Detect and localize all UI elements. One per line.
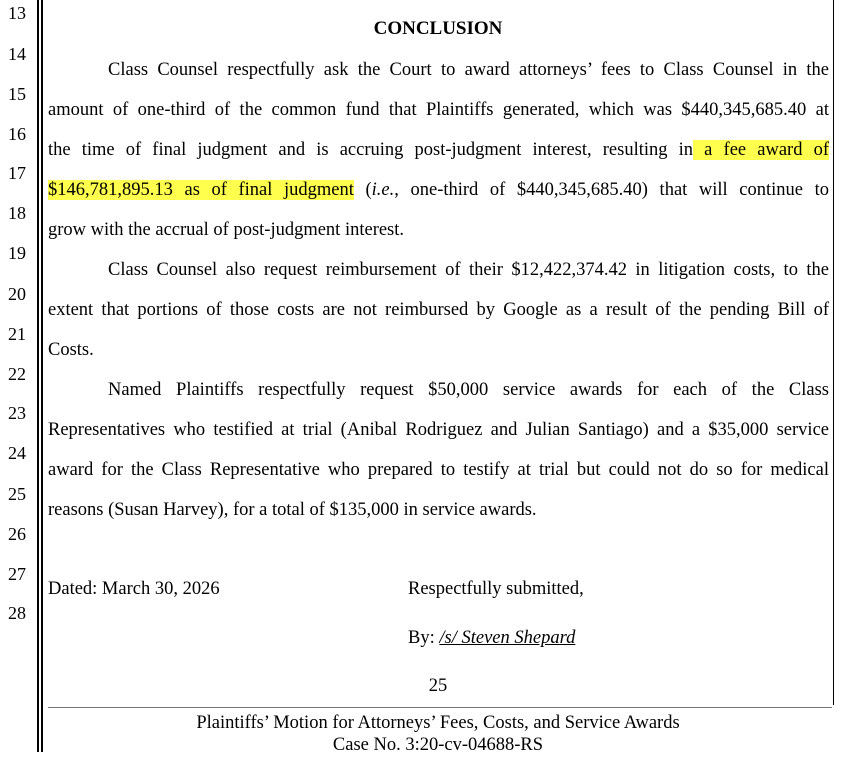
footer-case-number: Case No. 3:20-cv-04688-RS: [332, 735, 544, 755]
line-number: 18: [8, 203, 26, 223]
right-margin-rule: [833, 0, 834, 705]
paragraph-line: reasons (Susan Harvey), for a total of $135,000 in service awards.: [48, 500, 537, 520]
line-number: 21: [8, 324, 26, 344]
line-number: 25: [8, 484, 26, 504]
closing-line: Respectfully submitted,: [408, 579, 584, 599]
line-number: 17: [8, 163, 26, 183]
line-number: 22: [8, 364, 26, 384]
line-number-gutter: [0, 0, 34, 772]
by-label: By:: [408, 628, 440, 648]
highlighted-text: a fee award of: [693, 140, 830, 160]
line-number: 23: [8, 403, 26, 423]
paragraph-line: [48, 138, 829, 162]
paragraph-line: $146,781,895.13 as of final judgment (i.e., one-third of $440,345,685.40) that will continue to: [48, 180, 829, 200]
dated-line: Dated: March 30, 2026: [48, 579, 220, 599]
line-number: 14: [8, 44, 26, 64]
line-number: 13: [8, 3, 26, 23]
footer-title: Plaintiffs’ Motion for Attorneys’ Fees, Costs, and Service Awards: [196, 713, 680, 733]
italic-text: i.e.: [371, 180, 395, 200]
line-number: 28: [8, 603, 26, 623]
line-number: 19: [8, 243, 26, 263]
signer-name: /s/ Steven Shepard: [439, 628, 576, 648]
left-margin-rule: [41, 0, 43, 752]
line-number: 27: [8, 564, 26, 584]
line-number: 20: [8, 284, 26, 304]
line-number: 15: [8, 84, 26, 104]
paragraph-line: extent that portions of those costs are not reimbursed by Google as a result of the pending Bill of: [48, 300, 829, 320]
paragraph-line: grow with the accrual of post-judgment interest.: [48, 220, 405, 240]
line-number: 24: [8, 443, 26, 463]
signature-line: [408, 626, 575, 650]
text-span: the time of final judgment and is accruing post-judgment interest, resulting in: [48, 140, 694, 160]
paragraph-line: amount of one-third of the common fund that Plaintiffs generated, which was $440,345,685.40 at: [48, 100, 829, 120]
paragraph-line: Representatives who testified at trial (Anibal Rodriguez and Julian Santiago) and a $35,000 service: [48, 420, 829, 440]
paragraph-line: Costs.: [48, 340, 94, 360]
line-number: 16: [8, 124, 26, 144]
page-number: 25: [428, 676, 448, 696]
paragraph-line: Class Counsel also request reimbursement of their $12,422,374.42 in litigation costs, to the: [108, 260, 829, 280]
paragraph-line: award for the Class Representative who prepared to testify at trial but could not do so for medical: [48, 460, 829, 480]
text-span: , one-third of $440,345,685.40) that will continue to: [394, 180, 829, 200]
paragraph-line: Named Plaintiffs respectfully request $50,000 service awards for each of the Class: [108, 380, 829, 400]
footer-divider: [48, 707, 832, 708]
section-title: CONCLUSION: [373, 18, 503, 39]
highlighted-text: $146,781,895.13 as of final judgment: [48, 180, 354, 200]
paragraph-line: Class Counsel respectfully ask the Court to award attorneys’ fees to Class Counsel in the: [108, 60, 829, 80]
line-number: 26: [8, 524, 26, 544]
left-margin-rule: [37, 0, 39, 752]
